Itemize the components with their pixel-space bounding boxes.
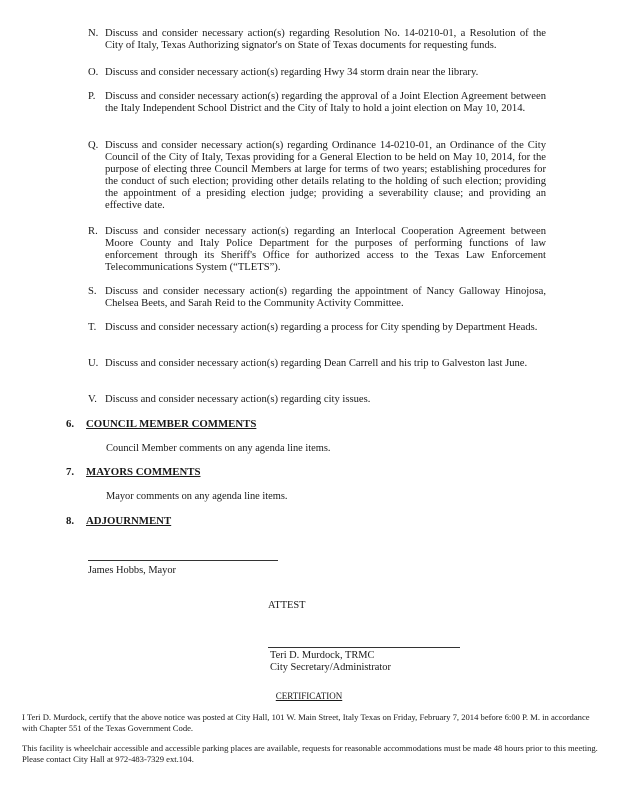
certification-statement: I Teri D. Murdock, certify that the above notice was posted at City Hall, 101 W. Main Street, Italy Texas on Friday, February 7, 2014 before 6:00 P. M. in accordance with Chapter 551 of the Texas Government Code.: [22, 712, 590, 733]
agenda-item-n: [88, 28, 546, 52]
item-text: Discuss and consider necessary action(s) regarding Resolution No. 14-0210-01, a Resolution of the City of Italy, Texas Authorizing signator's on State of Texas documents for requesting funds.: [105, 28, 546, 51]
agenda-item-o: [88, 67, 546, 79]
section-number: 8.: [66, 515, 75, 527]
section-title: ADJOURNMENT: [86, 515, 172, 527]
certification-heading: CERTIFICATION: [275, 691, 343, 701]
agenda-item-q: [88, 140, 546, 212]
mayor-signature-line: [88, 560, 278, 561]
item-text: Discuss and consider necessary action(s) regarding city issues.: [105, 394, 371, 405]
agenda-item-s: [88, 286, 546, 310]
section-mayors-comments: [66, 466, 200, 478]
item-letter: T.: [88, 322, 97, 333]
item-text: Discuss and consider necessary action(s) regarding an Interlocal Cooperation Agreement between Moore County and Italy Police Department for the purposes of performing functions of law enforcement through its Sheriff's Office for authorized access to the Texas Law Enforcement Telecommunications System (“TLETS”).: [105, 226, 546, 273]
section-title: MAYORS COMMENTS: [86, 466, 201, 478]
attest-label: ATTEST: [268, 600, 306, 611]
item-text: Discuss and consider necessary action(s) regarding Ordinance 14-0210-01, an Ordinance of the City Council of the City of Italy, Texas providing for a General Election to be held on May 10, 2014, for the purpose of electing three Council Members at large for terms of two years; establishing procedures for the conduct of such election; providing other details relating to the holding of such election; providing the appointment of a presiding election judge; providing a severability clause; and providing an effective date.: [105, 140, 546, 211]
item-letter: U.: [88, 358, 99, 369]
item-letter: R.: [88, 226, 98, 237]
agenda-item-v: [88, 394, 546, 406]
item-text: Discuss and consider necessary action(s) regarding Dean Carrell and his trip to Galveston last June.: [105, 358, 528, 369]
secretary-name: Teri D. Murdock, TRMC: [270, 650, 375, 661]
secretary-signature-line: [268, 647, 460, 648]
item-letter: Q.: [88, 140, 99, 151]
mayor-name: James Hobbs, Mayor: [88, 565, 177, 576]
item-letter: O.: [88, 67, 99, 78]
accessibility-notice: This facility is wheelchair accessible and accessible parking places are available, requests for reasonable accommodations must be made 48 hours prior to this meeting. Please contact City Hall at 972-483-7329 ext.104.: [22, 743, 598, 764]
section-title: COUNCIL MEMBER COMMENTS: [86, 418, 257, 430]
item-letter: P.: [88, 91, 96, 102]
agenda-item-u: [88, 358, 546, 370]
agenda-item-r: [88, 226, 546, 274]
item-letter: S.: [88, 286, 97, 297]
secretary-title: City Secretary/Administrator: [270, 662, 391, 673]
section-council-member-comments: [66, 418, 256, 430]
section-number: 6.: [66, 418, 75, 430]
agenda-item-t: [88, 322, 546, 334]
agenda-item-p: [88, 91, 546, 115]
item-text: Discuss and consider necessary action(s) regarding the approval of a Joint Election Agreement between the Italy Independent School District and the City of Italy to hold a joint election on May 10, 2014.: [105, 91, 546, 114]
item-letter: V.: [88, 394, 97, 405]
section-body: Mayor comments on any agenda line items.: [106, 491, 288, 502]
section-number: 7.: [66, 466, 75, 478]
section-adjournment: [66, 515, 171, 527]
item-text: Discuss and consider necessary action(s) regarding the appointment of Nancy Galloway Hinojosa, Chelsea Beets, and Sarah Reid to the Community Activity Committee.: [105, 286, 546, 309]
item-letter: N.: [88, 28, 99, 39]
item-text: Discuss and consider necessary action(s) regarding Hwy 34 storm drain near the library.: [105, 67, 479, 78]
section-body: Council Member comments on any agenda line items.: [106, 443, 331, 454]
item-text: Discuss and consider necessary action(s) regarding a process for City spending by Department Heads.: [105, 322, 538, 333]
